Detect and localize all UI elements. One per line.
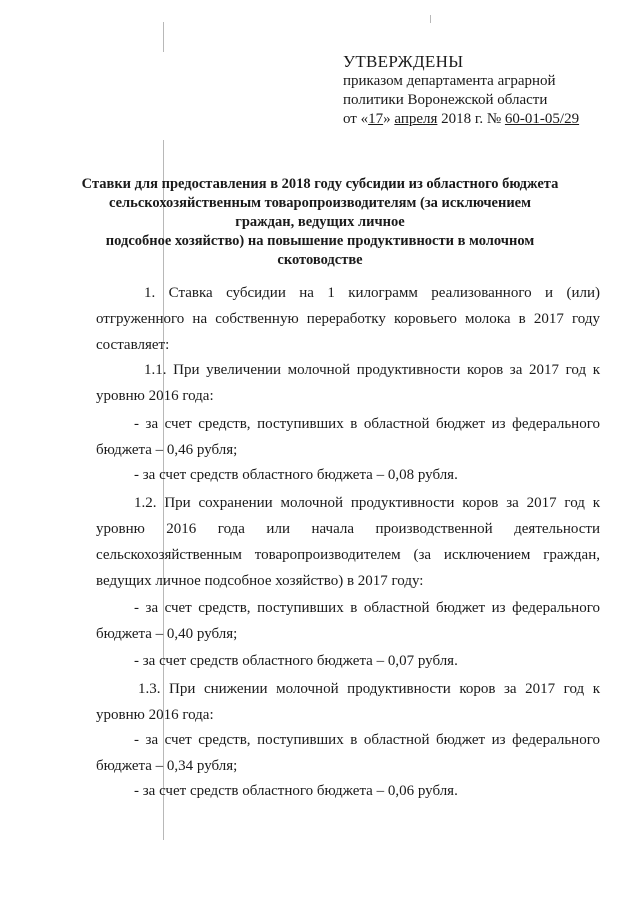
section-1-3-regional: [96, 778, 600, 804]
section-1-1-line-2: уровню 2016 года:: [96, 388, 214, 404]
scan-artifact-line: [430, 15, 431, 23]
section-1-line-3: составляет:: [96, 337, 170, 353]
scan-artifact-line: [163, 22, 164, 52]
section-1-2-regional-line: - за счет средств областного бюджета – 0,07 рубля.: [134, 653, 458, 669]
section-1: [96, 280, 600, 306]
section-1-3-federal: [96, 727, 600, 779]
approval-date-line: [343, 110, 633, 129]
section-1-line-1: 1. Ставка субсидии на 1 килограмм реализованного и (или): [144, 285, 600, 301]
date-prefix: от «: [343, 111, 369, 127]
section-1-2-federal: [96, 595, 600, 647]
section-1-1: [96, 357, 600, 409]
section-1-2-federal-line-1: - за счет средств, поступивших в областной бюджет из федерального: [134, 600, 600, 616]
section-1-3-federal-line-1: - за счет средств, поступивших в областной бюджет из федерального: [134, 732, 600, 748]
title-line-4: подсобное хозяйство) на повышение продуктивности в молочном: [105, 233, 535, 249]
approval-title: УТВЕРЖДЕНЫ: [343, 52, 464, 71]
section-1-2-line-4: ведущих личное подсобное хозяйство) в 2017 году:: [96, 573, 424, 589]
section-1-1-federal-line-2: бюджета – 0,46 рубля;: [96, 442, 238, 458]
section-1-1-federal: [96, 411, 600, 463]
section-1-2-line-2: уровню 2016 года или начала производственной деятельности: [96, 521, 600, 537]
section-1-1-regional-line: - за счет средств областного бюджета – 0,08 рубля.: [134, 467, 458, 483]
section-1-3-line-2: уровню 2016 года:: [96, 707, 214, 723]
title-line-1: Ставки для предоставления в 2018 году субсидии из областного бюджета: [81, 176, 559, 192]
approval-line-2: политики Воронежской области: [343, 92, 548, 108]
section-1-2: [96, 490, 600, 594]
title-line-2: сельскохозяйственным товаропроизводителям (за исключением: [108, 195, 531, 211]
section-1-2-regional: [96, 648, 600, 674]
section-1-3-regional-line: - за счет средств областного бюджета – 0,06 рубля.: [134, 783, 458, 799]
section-1-3-federal-line-2: бюджета – 0,34 рубля;: [96, 758, 238, 774]
section-1-1-federal-line-1: - за счет средств, поступивших в областной бюджет из федерального: [134, 416, 600, 432]
date-mid: »: [383, 111, 395, 127]
order-number: 60-01-05/29: [504, 111, 580, 127]
section-1-line-2: отгруженного на собственную переработку коровьего молока в 2017 году: [96, 311, 600, 327]
title-line-5: скотоводстве: [277, 252, 363, 268]
approval-line-1: приказом департамента аграрной: [343, 73, 556, 89]
section-1-1-regional: [96, 462, 600, 488]
section-1-3: [96, 676, 600, 728]
title-line-3: граждан, ведущих личное: [235, 214, 405, 230]
section-1-cont: [96, 306, 600, 358]
section-1-2-line-3: сельскохозяйственным товаропроизводителем (за исключением граждан,: [96, 547, 600, 563]
section-1-1-line-1: 1.1. При увеличении молочной продуктивности коров за 2017 год к: [144, 362, 600, 378]
date-day: 17: [368, 111, 384, 127]
date-year: 2018 г. №: [437, 111, 505, 127]
date-month: апреля: [394, 111, 438, 127]
section-1-3-line-1: 1.3. При снижении молочной продуктивности коров за 2017 год к: [138, 681, 600, 697]
document-title: [20, 175, 620, 270]
section-1-2-federal-line-2: бюджета – 0,40 рубля;: [96, 626, 238, 642]
approval-header: [343, 52, 633, 129]
section-1-2-line-1: 1.2. При сохранении молочной продуктивности коров за 2017 год к: [134, 495, 600, 511]
